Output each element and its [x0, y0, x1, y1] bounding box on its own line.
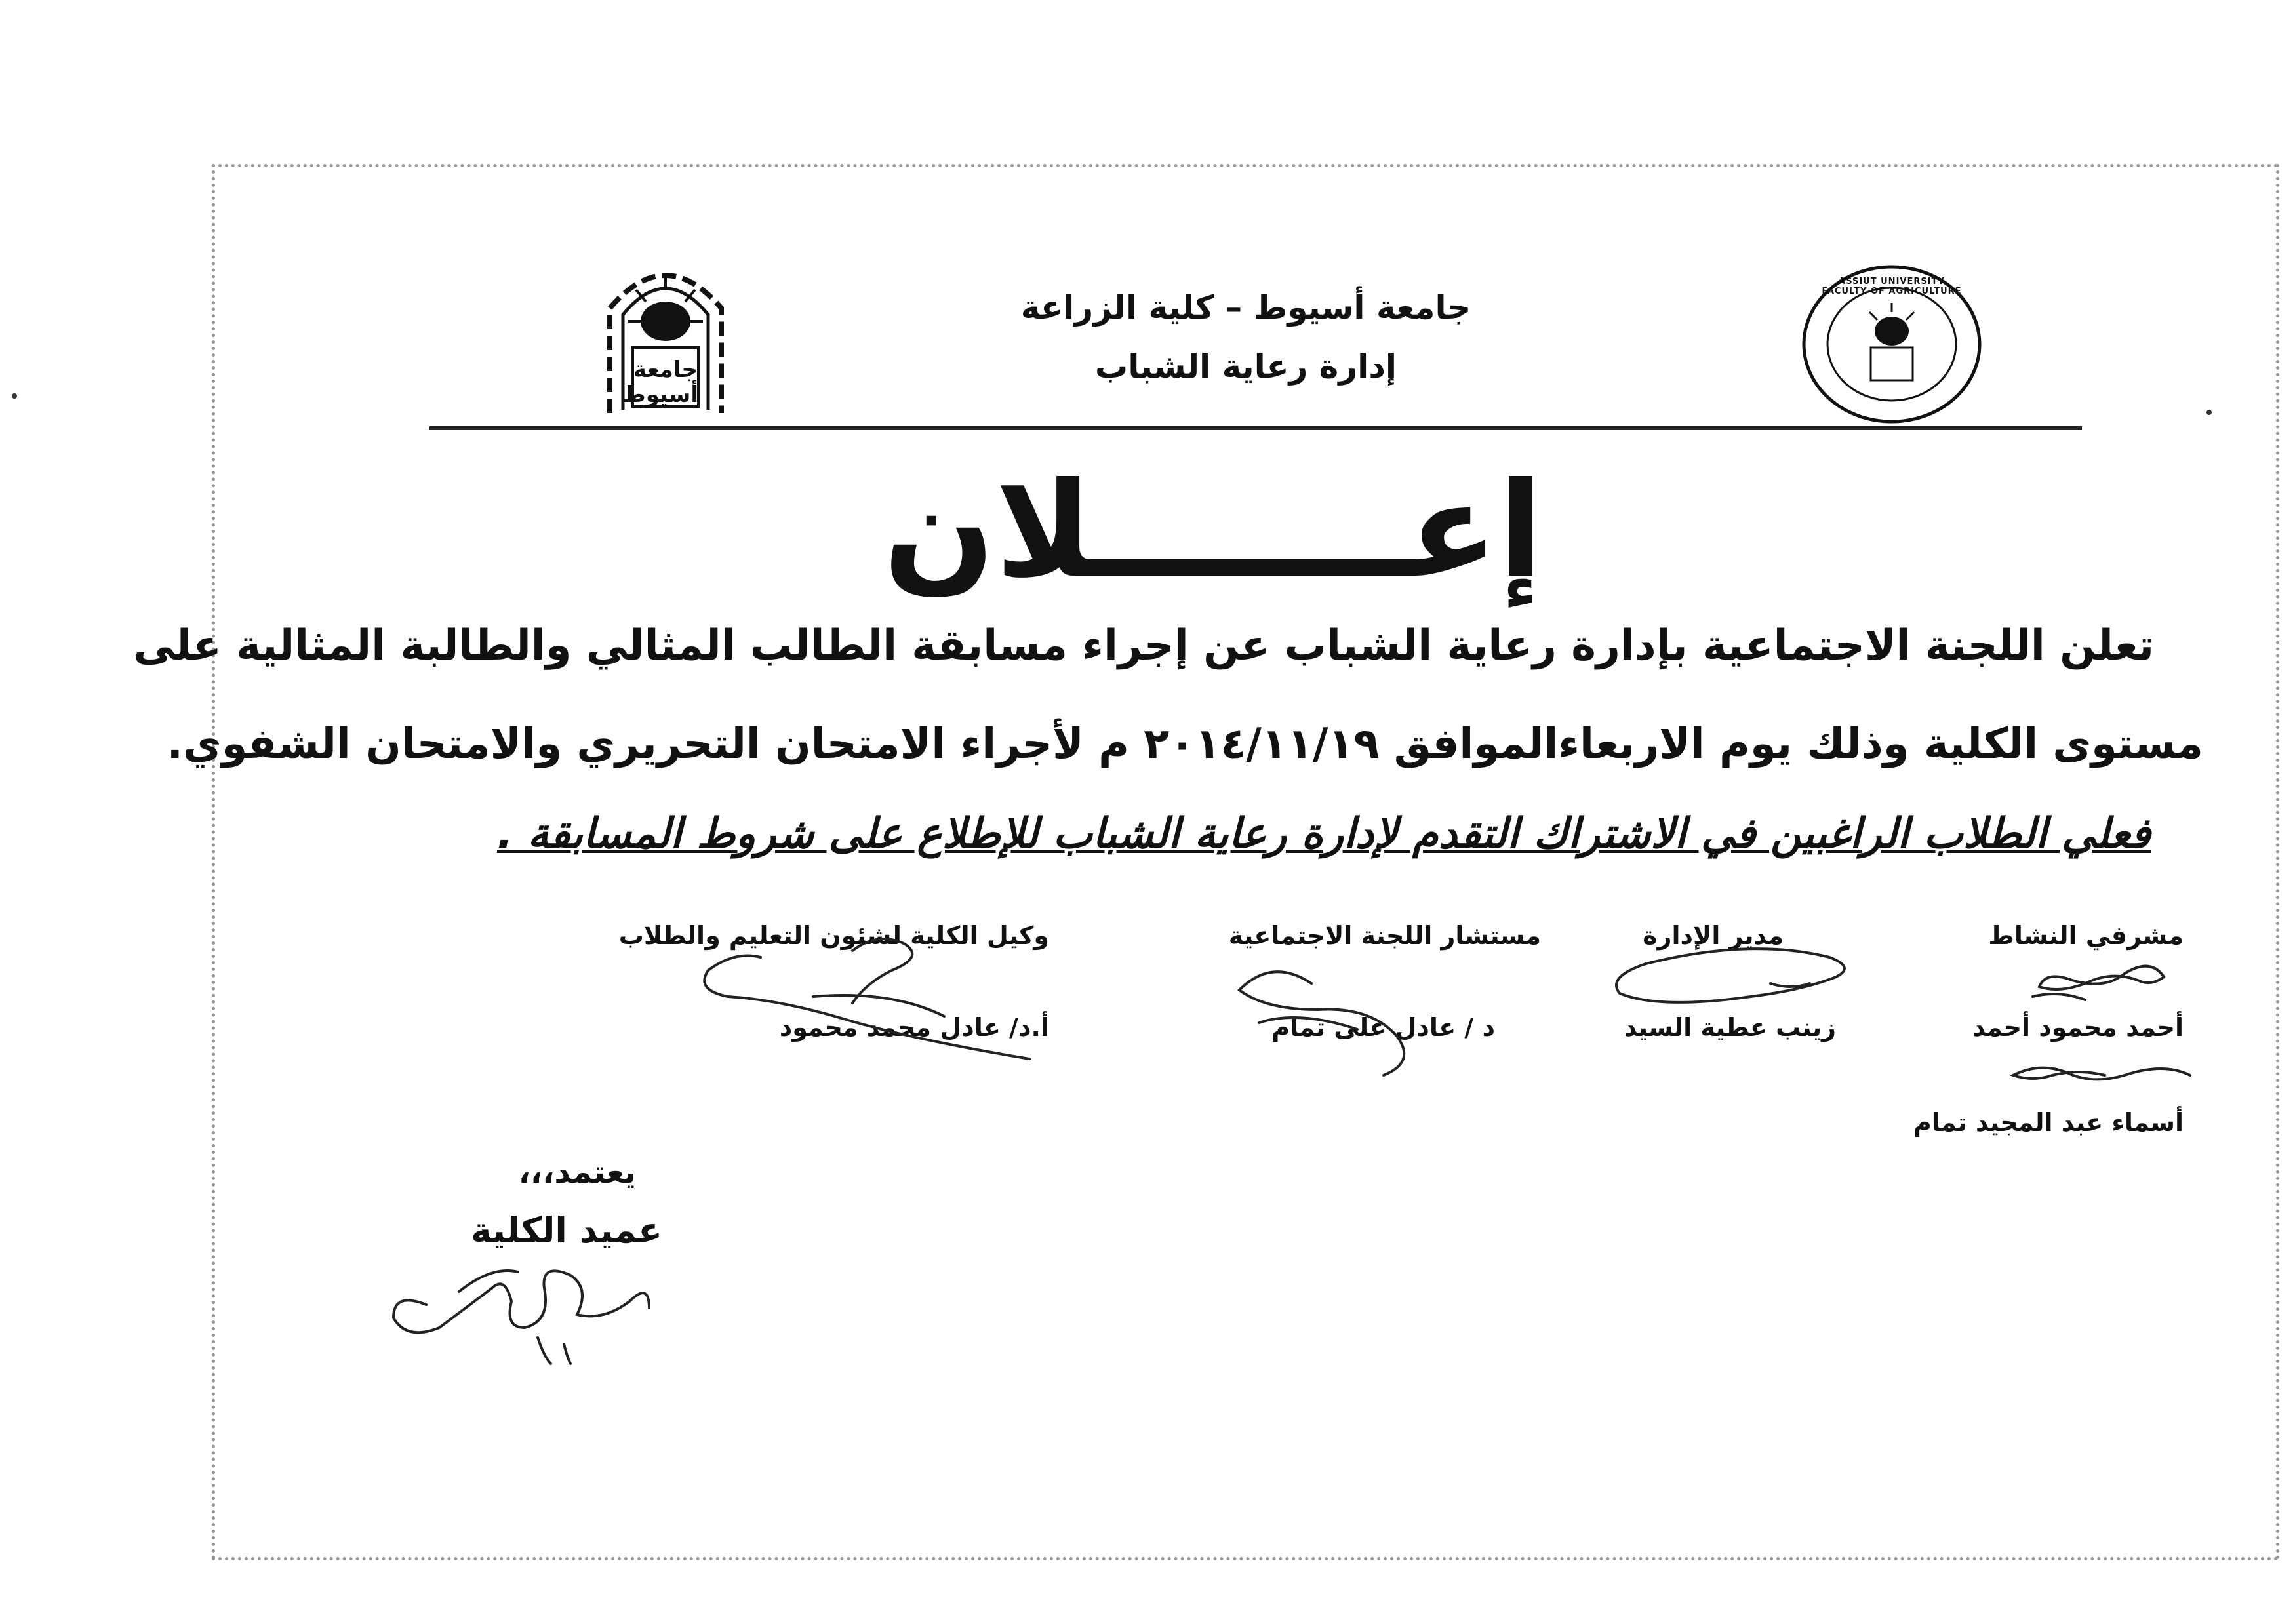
sig-role-director: مدير الإدارة: [1643, 921, 1784, 950]
seal-text: ASSIUT UNIVERSITY FACULTY OF AGRICULTURE: [1822, 277, 1962, 296]
sig-name-activity-2: أسماء عبد المجيد تمام: [1913, 1108, 2184, 1137]
sig-name-vice-dean: أ.د/ عادل محمد محمود: [779, 1013, 1049, 1042]
university-name: جامعة أسيوط – كلية الزراعة: [1020, 288, 1471, 327]
body-line-2: مستوى الكلية وذلك يوم الاربعاءالموافق ٢٠١٤/١١/١٩ م لأجراء الامتحان التحريري والامتحان الشفوي.: [167, 720, 2203, 768]
sig-name-committee-advisor: د / عادل على تمام: [1271, 1013, 1495, 1042]
sig-name-activity-1: أحمد محمود أحمد: [1972, 1013, 2184, 1042]
body-line-3: فعلي الطلاب الراغبين في الاشتراك التقدم لإدارة رعاية الشباب للإطلاع على شروط المسابقة .: [496, 810, 2151, 858]
approval-label: يعتمد،،،: [518, 1154, 636, 1191]
logo-caption: جامعة أسيوط: [622, 357, 698, 408]
sig-name-director: زينب عطية السيد: [1624, 1013, 1836, 1042]
announcement-title: إعـــــــلان: [883, 454, 1544, 607]
sig-role-vice-dean: وكيل الكلية لشئون التعليم والطلاب: [618, 921, 1049, 950]
department-name: إدارة رعاية الشباب: [1094, 347, 1397, 386]
approval-role: عميد الكلية: [470, 1210, 662, 1251]
sig-role-committee-advisor: مستشار اللجنة الاجتماعية: [1228, 921, 1541, 950]
body-line-1: تعلن اللجنة الاجتماعية بإدارة رعاية الشباب عن إجراء مسابقة الطالب المثالي والطالبة المثالية على: [133, 622, 2154, 670]
sig-role-activity-supervisors: مشرفي النشاط: [1988, 921, 2184, 950]
